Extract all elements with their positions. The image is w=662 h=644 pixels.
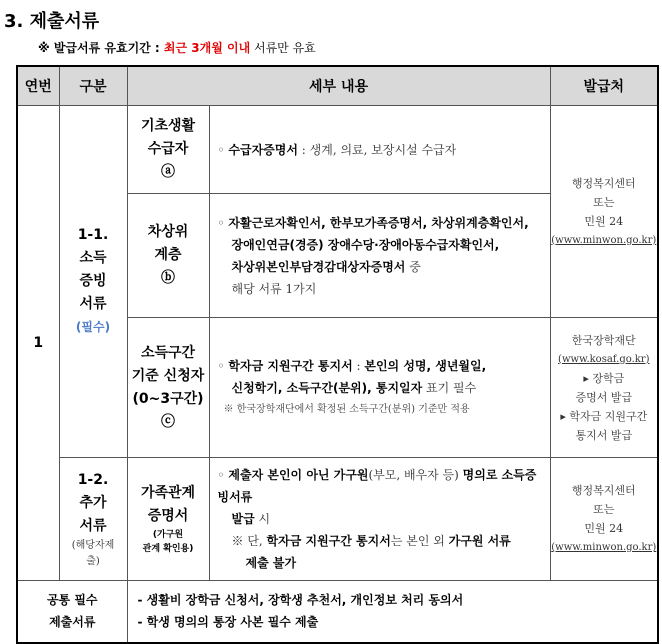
common-row xyxy=(17,581,658,643)
item-d-sub1: (가구원 xyxy=(152,530,184,540)
group2-line3: 서류 xyxy=(79,517,107,534)
item-d-name2: 증명서 xyxy=(147,508,189,524)
notice-prefix: ※ 발급서류 유효기간 : xyxy=(38,41,164,55)
issuer-kosaf-b1: ▸ 장학금 xyxy=(583,371,625,385)
item-a-text: : 생계, 의료, 보장시설 수급자 xyxy=(297,142,457,157)
issuer-welfare1-l3: 민원 24 xyxy=(584,214,624,228)
notice-highlight: 최근 3개월 이내 xyxy=(163,41,251,55)
issuer-kosaf-b2: 증명서 발급 xyxy=(575,390,633,404)
group1-line2: 소득 xyxy=(79,250,107,266)
item-b-line3: 차상위본인부담경감대상자증명서 xyxy=(231,259,406,274)
item-d-line1: 제출자 본인이 아닌 가구원 xyxy=(228,468,369,482)
issuer-kosaf-l1: 한국장학재단 xyxy=(571,333,636,347)
item-c-doc: 학자금 지원구간 통지서 xyxy=(228,358,353,373)
common-docs xyxy=(127,581,658,643)
group1-line1: 1-1. xyxy=(77,227,109,243)
header-issuer: 발급처 xyxy=(550,66,658,106)
bullet-icon: ◦ xyxy=(217,358,225,373)
issuer-kosaf-b3: ▸ 학자금 지원구간 xyxy=(560,409,648,423)
header-number: 연번 xyxy=(17,66,59,106)
header-details: 세부 내용 xyxy=(127,66,550,106)
item-c-name3: (0~3구간) xyxy=(132,390,204,407)
item-c-colon: : xyxy=(352,358,365,373)
item-b-line4: 해당 서류 1가지 xyxy=(231,281,317,296)
issuer-welfare2-url[interactable]: (www.minwon.go.kr) xyxy=(551,542,657,553)
item-d-line1-text: (부모, 배우자 등) xyxy=(368,468,463,482)
item-c-line2-text: 표기 필수 xyxy=(422,380,477,395)
item-c-note: ※ 한국장학재단에서 확정된 소득구간(분위) 기준만 적용 xyxy=(223,403,470,415)
item-d-sub2: 관계 확인용) xyxy=(142,544,194,554)
item-d-line3-prefix: ※ 단, xyxy=(231,534,267,548)
notice-suffix: 서류만 유효 xyxy=(250,41,316,55)
group1-line3: 증빙 xyxy=(79,273,107,289)
item-c-mark: ⓒ xyxy=(161,413,175,430)
item-d-name1: 가족관계 xyxy=(140,485,196,501)
issuer-kosaf-url[interactable]: (www.kosaf.go.kr) xyxy=(558,353,650,365)
item-b-name1: 차상위 xyxy=(147,224,189,240)
issuer-kosaf xyxy=(550,318,658,458)
item-c-detail xyxy=(209,318,550,458)
bullet-icon: ◦ xyxy=(217,215,225,230)
group-income-proof xyxy=(59,106,127,458)
item-d-line3: 학자금 지원구간 통지서 xyxy=(266,534,391,548)
common-line2: - 학생 명의의 통장 사본 필수 제출 xyxy=(137,615,319,630)
item-b-line1: 자활근로자확인서, 한부모가족증명서, 차상위계층확인서, xyxy=(228,215,529,230)
item-income-bracket xyxy=(127,318,209,458)
item-c-line2: 신청학기, 소득구간(분위), 통지일자 xyxy=(231,380,423,395)
header-category: 구분 xyxy=(59,66,127,106)
item-a-mark: ⓐ xyxy=(161,164,175,180)
item-c-name2: 기준 신청자 xyxy=(131,367,205,384)
table-row xyxy=(17,106,658,194)
issuer-welfare-center-2 xyxy=(550,458,658,581)
item-b-mark: ⓑ xyxy=(161,270,175,286)
issuer-welfare-center xyxy=(550,106,658,318)
issuer-welfare1-l2: 또는 xyxy=(593,195,615,209)
item-d-line2-text: 시 xyxy=(254,512,271,526)
item-basic-livelihood xyxy=(127,106,209,194)
common-line1: - 생활비 장학금 신청서, 장학생 추천서, 개인정보 처리 동의서 xyxy=(137,593,464,608)
group2-line1: 1-2. xyxy=(77,471,109,488)
item-a-name1: 기초생활 xyxy=(140,118,196,134)
item-a-detail xyxy=(209,106,550,194)
common-label2: 제출서류 xyxy=(49,615,96,630)
item-a-doc: 수급자증명서 xyxy=(228,142,298,157)
issuer-welfare2-l3: 민원 24 xyxy=(584,522,624,535)
documents-table xyxy=(16,65,659,644)
issuer-welfare2-l2: 또는 xyxy=(593,503,615,516)
item-d-line3-text: 는 본인 외 xyxy=(390,534,449,548)
item-b-name2: 계층 xyxy=(154,247,182,263)
item-b-line3-text: 중 xyxy=(405,259,421,274)
item-d-line2: 발급 xyxy=(231,512,255,526)
section-title: 3. 제출서류 xyxy=(4,11,100,32)
bullet-icon: ◦ xyxy=(217,468,225,482)
item-d-line4: 제출 불가 xyxy=(245,556,297,570)
common-label xyxy=(17,581,127,643)
issuer-kosaf-b4: 통지서 발급 xyxy=(575,428,633,442)
item-near-poverty xyxy=(127,194,209,318)
row-number: 1 xyxy=(17,106,59,581)
item-d-detail xyxy=(209,458,550,581)
item-d-line1b: 명의로 소득증빙서류 xyxy=(217,468,537,504)
table-row xyxy=(17,458,658,581)
issuer-welfare2-l1: 행정복지센터 xyxy=(571,484,636,497)
group-additional xyxy=(59,458,127,581)
validity-notice xyxy=(38,39,316,56)
item-a-name2: 수급자 xyxy=(147,141,189,157)
item-b-line2: 장애인연금(경증) 장애수당·장애아동수급자확인서, xyxy=(231,237,500,252)
required-tag: (필수) xyxy=(75,320,111,334)
common-label1: 공통 필수 xyxy=(46,593,98,608)
item-b-detail xyxy=(209,194,550,318)
item-c-line1b: 본인의 성명, 생년월일, xyxy=(364,358,487,373)
group2-sub2: 출) xyxy=(86,555,100,567)
issuer-welfare1-l1: 행정복지센터 xyxy=(571,176,636,190)
item-c-name1: 소득구간 xyxy=(140,344,196,361)
group2-line2: 추가 xyxy=(79,494,107,511)
issuer-welfare1-url[interactable]: (www.minwon.go.kr) xyxy=(551,234,657,246)
group1-line4: 서류 xyxy=(79,296,107,312)
item-d-line3b: 가구원 서류 xyxy=(448,534,511,548)
item-family-relation xyxy=(127,458,209,581)
group2-sub1: (해당자제 xyxy=(71,539,115,551)
table-header-row xyxy=(17,66,658,106)
bullet-icon: ◦ xyxy=(217,142,225,157)
